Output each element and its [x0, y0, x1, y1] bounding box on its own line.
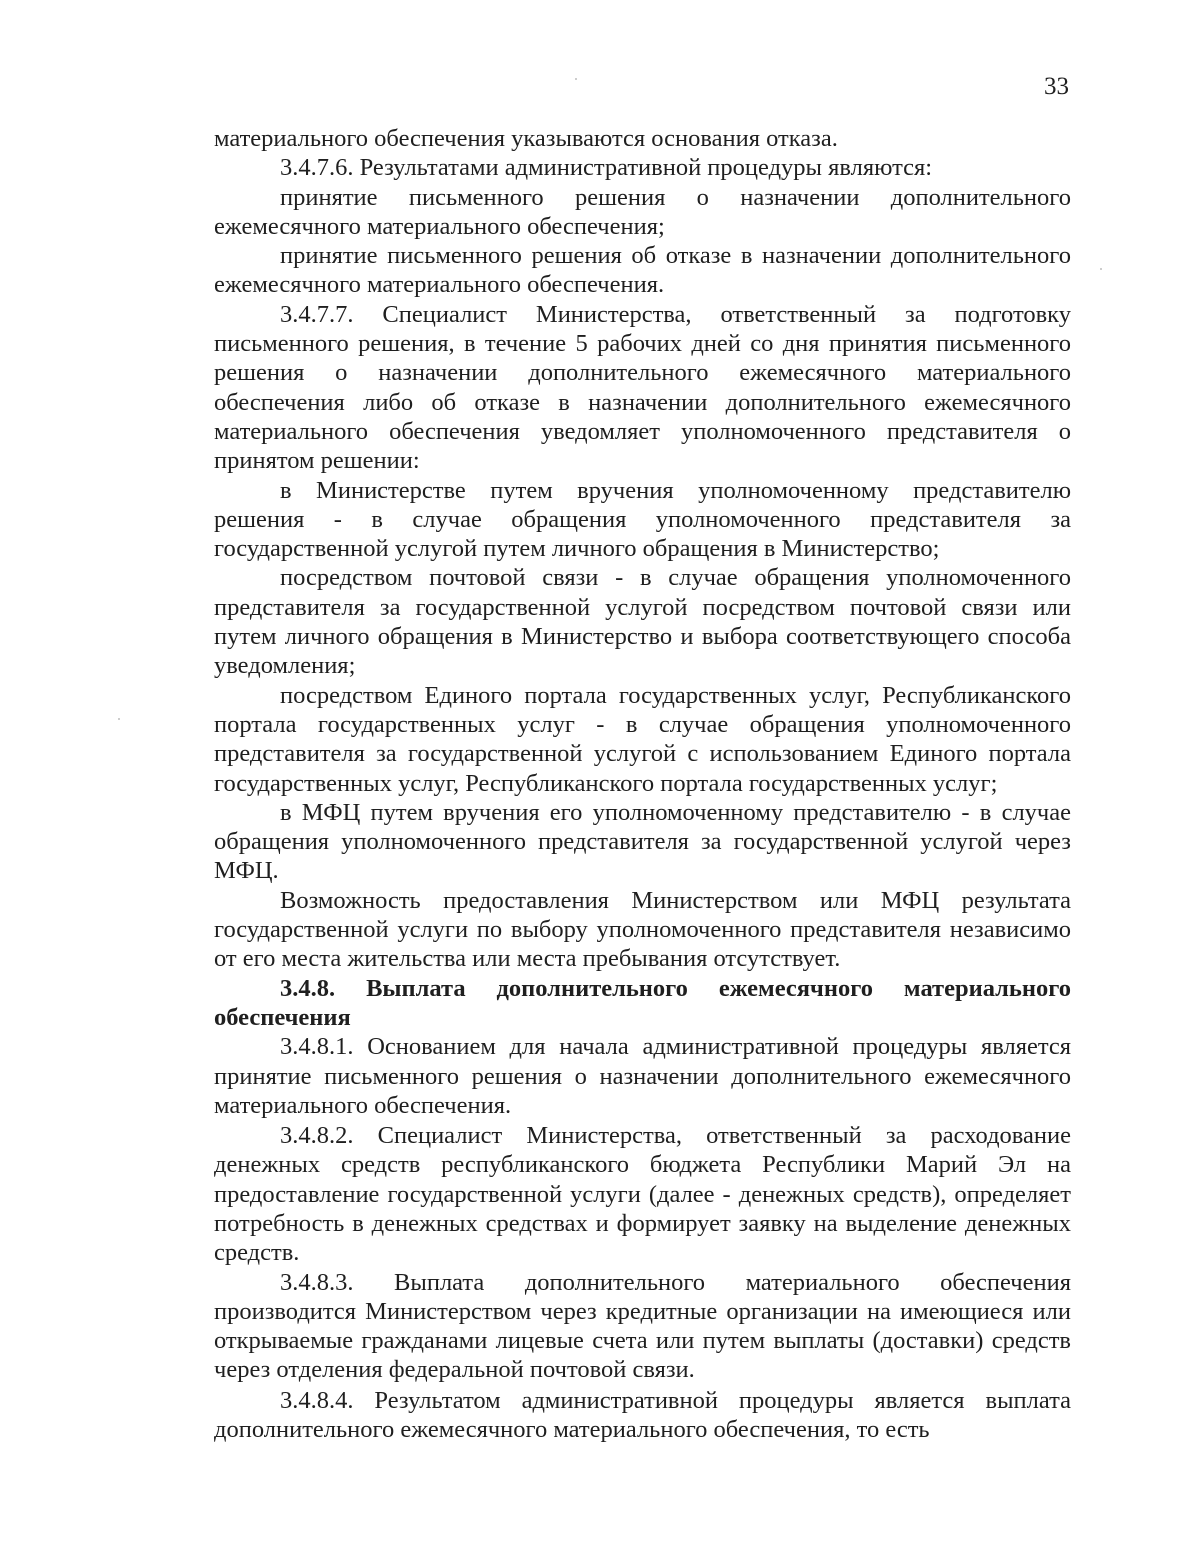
paragraph: 3.4.7.6. Результатами административной процедуры являются:: [280, 154, 933, 182]
paragraph: 3.4.8.1. Основанием для начала административной процедуры является принятие письменного решения о назначении дополнительного ежемесячного материального обеспечения.: [214, 1033, 1071, 1119]
paragraph: посредством Единого портала государственных услуг, Республиканского портала государственных услуг - в случае обращения уполномоченного представителя за государственной услугой с использованием Единого портала государственных услуг, Республиканского портала государственных услуг;: [214, 681, 1071, 797]
paragraph: в Министерстве путем вручения уполномоченному представителю решения - в случае обращения уполномоченного представителя за государственной услугой путем личного обращения в Министерство;: [214, 476, 1071, 563]
scan-speck: [575, 78, 577, 80]
paragraph: Возможность предоставления Министерством или МФЦ результата государственной услуги по выбору уполномоченного представителя независимо от его места жительства или места пребывания отсутствует.: [214, 886, 1071, 973]
scan-speck: [1100, 268, 1102, 270]
paragraph: в МФЦ путем вручения его уполномоченному представителю - в случае обращения уполномоченного представителя за государственной услугой через МФЦ.: [214, 798, 1071, 885]
paragraph: посредством почтовой связи - в случае обращения уполномоченного представителя за государственной услугой посредством почтовой связи или путем личного обращения в Министерство и выбора соответствующего способа уведомления;: [214, 564, 1071, 680]
paragraph: 3.4.8.3. Выплата дополнительного материального обеспечения производится Министерством через кредитные организации на имеющиеся или открываемые гражданами лицевые счета или путем выплаты (доставки) средств через отделения федеральной почтовой связи.: [214, 1268, 1071, 1384]
scan-speck: [118, 718, 120, 720]
paragraph: принятие письменного решения о назначении дополнительного ежемесячного материального обеспечения;: [214, 183, 1071, 240]
paragraph: материального обеспечения указываются основания отказа.: [214, 125, 838, 152]
document-body: [214, 124, 1071, 1444]
paragraph: 3.4.8.2. Специалист Министерства, ответственный за расходование денежных средств республиканского бюджета Республики Марий Эл на предоставление государственной услуги (далее - денежных средств), определяет потребность в денежных средствах и формирует заявку на выделение денежных средств.: [214, 1122, 1071, 1267]
section-heading-number: 3.4.8.: [280, 974, 336, 1002]
paragraph: принятие письменного решения об отказе в назначении дополнительного ежемесячного материального обеспечения.: [214, 242, 1071, 299]
section-heading: [214, 974, 1071, 1033]
page-number: 33: [1044, 73, 1069, 100]
paragraph: 3.4.8.4. Результатом административной процедуры является выплата дополнительного ежемесячного материального обеспечения, то есть: [214, 1386, 1071, 1444]
section-heading-title: Выплата дополнительного ежемесячного материального обеспечения: [214, 974, 1072, 1031]
paragraph: 3.4.7.7. Специалист Министерства, ответственный за подготовку письменного решения, в течение 5 рабочих дней со дня принятия письменного решения о назначении дополнительного ежемесячного материального обеспечения либо об отказе в назначении дополнительного ежемесячного материального обеспечения уведомляет уполномоченного представителя о принятом решении:: [214, 300, 1071, 475]
